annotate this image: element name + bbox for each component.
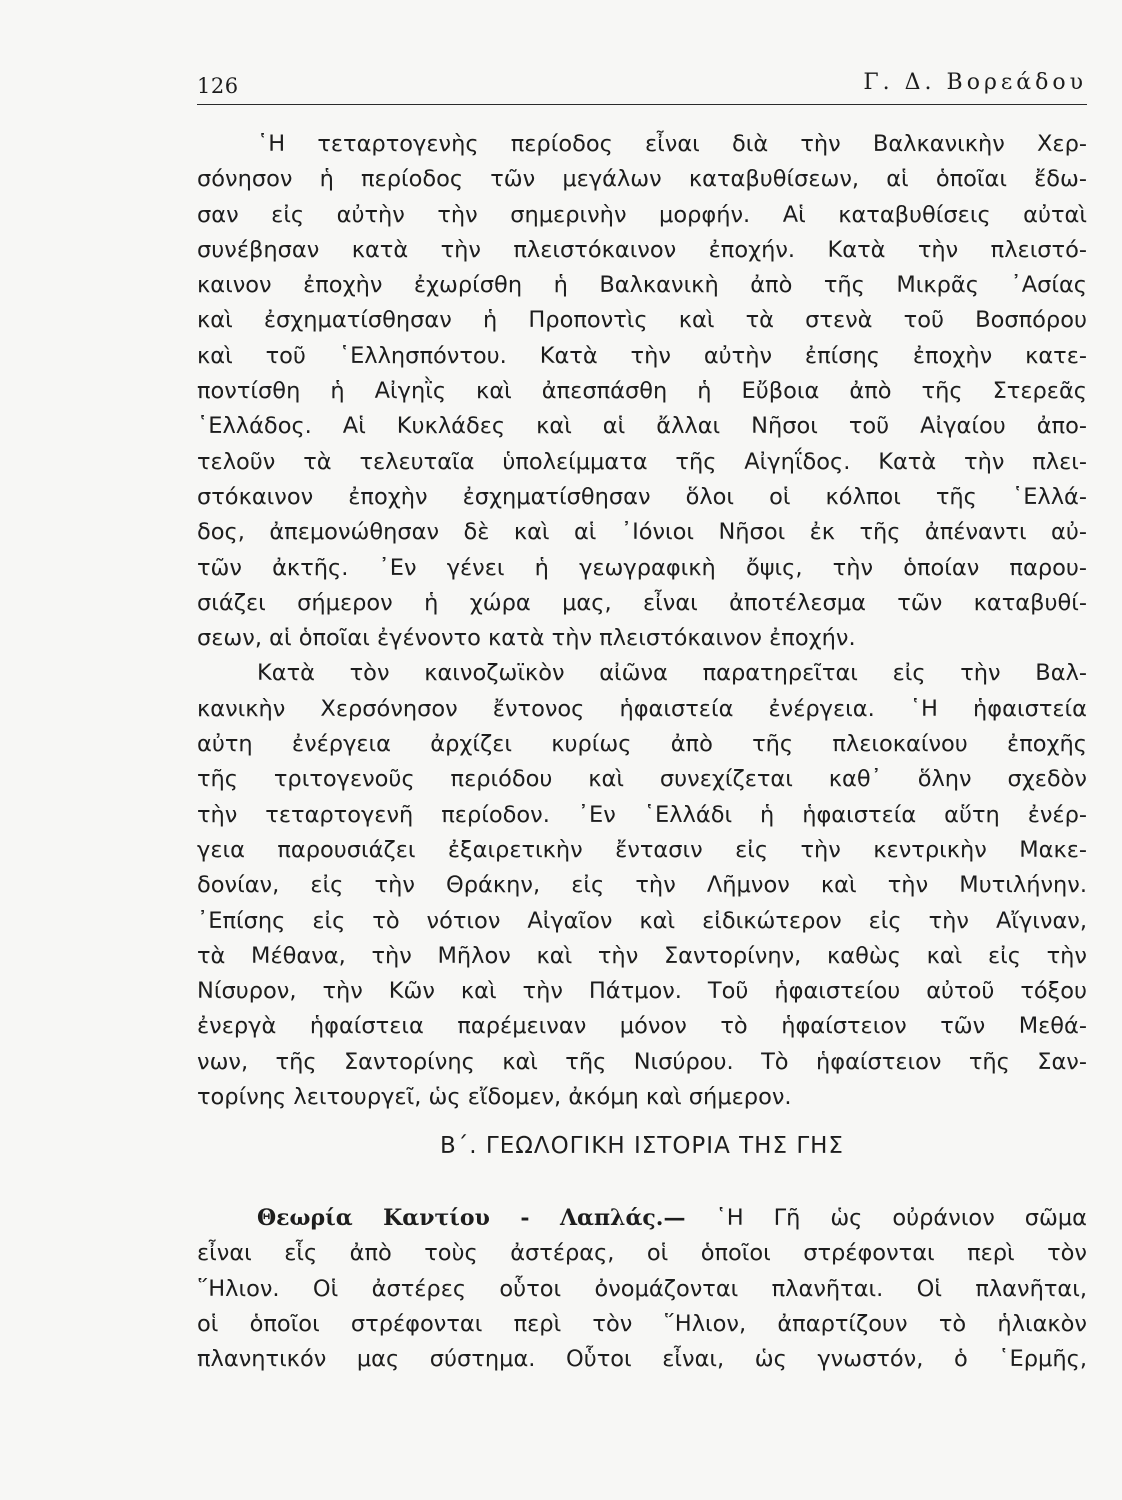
text-line: σεων, αἱ ὁποῖαι ἐγένοντο κατὰ τὴν πλειστόκαινον ἐποχήν. <box>197 625 856 652</box>
text-line-with-run-in <box>197 1201 1087 1236</box>
text-line: συνέβησαν κατὰ τὴν πλειστόκαινον ἐποχήν. Κατὰ τὴν πλειστό- <box>197 236 1087 263</box>
running-head-author: Γ. Δ. Βορεάδου <box>863 70 1087 95</box>
text-line: γεια παρουσιάζει ἐξαιρετικὴν ἔντασιν εἰς τὴν κεντρικὴν Μακε- <box>197 836 1087 863</box>
text-line: σαν εἰς αὐτὴν τὴν σημερινὴν μορφήν. Αἱ καταβυθίσεις αὐταὶ <box>197 201 1087 228</box>
page-header <box>197 68 1087 104</box>
section-heading: Β΄. ΓΕΩΛΟΓΙΚΗ ΙΣΤΟΡΙΑ ΤΗΣ ΓΗΣ <box>440 1133 844 1159</box>
text-line: ποντίσθη ἡ Αἰγηῒς καὶ ἀπεσπάσθη ἡ Εὔβοια ἀπὸ τῆς Στερεᾶς <box>197 378 1087 405</box>
text-line: τὰ Μέθανα, τὴν Μῆλον καὶ τὴν Σαντορίνην, καθὼς καὶ εἰς τὴν <box>197 942 1087 969</box>
text-line: ᾿Επίσης εἰς τὸ νότιον Αἰγαῖον καὶ εἰδικώτερον εἰς τὴν Αἴγιναν, <box>197 907 1087 934</box>
text-line: ἐνεργὰ ἡφαίστεια παρέμειναν μόνον τὸ ἡφαίστειον τῶν Μεθά- <box>197 1013 1087 1040</box>
text-line: ῾Η τεταρτογενὴς περίοδος εἶναι διὰ τὴν Βαλκανικὴν Χερ- <box>257 131 1087 157</box>
text-line: οἱ ὁποῖοι στρέφονται περὶ τὸν ῞Ηλιον, ἀπαρτίζουν τὸ ἡλιακὸν <box>197 1310 1087 1337</box>
body-text-section-1 <box>197 127 1087 1115</box>
text-line: νων, τῆς Σαντορίνης καὶ τῆς Νισύρου. Τὸ ἡφαίστειον τῆς Σαν- <box>197 1048 1087 1075</box>
text-line: πλανητικόν μας σύστημα. Οὗτοι εἶναι, ὡς γνωστόν, ὁ ῾Ερμῆς, <box>197 1346 1087 1373</box>
text-line: τορίνης λειτουργεῖ, ὡς εἴδομεν, ἀκόμη καὶ σήμερον. <box>197 1084 792 1111</box>
text-line: στόκαινον ἐποχὴν ἐσχηματίσθησαν ὅλοι οἱ κόλποι τῆς ῾Ελλά- <box>197 483 1087 510</box>
text-line: αὐτη ἐνέργεια ἀρχίζει κυρίως ἀπὸ τῆς πλειοκαίνου ἐποχῆς <box>197 731 1087 758</box>
text-line: τῆς τριτογενοῦς περιόδου καὶ συνεχίζεται καθ᾿ ὅλην σχεδὸν <box>197 766 1087 793</box>
text-line: καὶ τοῦ ῾Ελλησπόντου. Κατὰ τὴν αὐτὴν ἐπίσης ἐποχὴν κατε- <box>197 342 1087 369</box>
text-line: ῞Ηλιον. Οἱ ἀστέρες οὗτοι ὀνομάζονται πλανῆται. Οἱ πλανῆται, <box>197 1275 1087 1302</box>
run-in-heading: Θεωρία Καντίου - Λαπλάς.— <box>257 1205 686 1231</box>
text-line: Κατὰ τὸν καινοζωϊκὸν αἰῶνα παρατηρεῖται εἰς τὴν Βαλ- <box>257 660 1087 687</box>
text-line: σόνησον ἡ περίοδος τῶν μεγάλων καταβυθίσεων, αἱ ὁποῖαι ἔδω- <box>197 166 1087 193</box>
text-line: τὴν τεταρτογενῆ περίοδον. ᾿Εν ῾Ελλάδι ἡ ἡφαιστεία αὕτη ἐνέρ- <box>197 801 1087 828</box>
text-line: εἶναι εἷς ἀπὸ τοὺς ἀστέρας, οἱ ὁποῖοι στρέφονται περὶ τὸν <box>197 1240 1087 1267</box>
body-text-section-2 <box>197 1201 1087 1377</box>
text-line: τῶν ἀκτῆς. ᾿Εν γένει ἡ γεωγραφικὴ ὄψις, τὴν ὁποίαν παρου- <box>197 554 1087 581</box>
page-number: 126 <box>197 74 239 98</box>
text-line: καινον ἐποχὴν ἐχωρίσθη ἡ Βαλκανικὴ ἀπὸ τῆς Μικρᾶς ᾿Ασίας <box>197 272 1087 299</box>
header-rule <box>197 104 1087 105</box>
text-line: κανικὴν Χερσόνησον ἔντονος ἡφαιστεία ἐνέργεια. ῾Η ἡφαιστεία <box>197 695 1087 722</box>
text-line: Νίσυρον, τὴν Κῶν καὶ τὴν Πάτμον. Τοῦ ἡφαιστείου αὐτοῦ τόξου <box>197 978 1087 1005</box>
text-line: τελοῦν τὰ τελευταῖα ὑπολείμματα τῆς Αἰγηΐδος. Κατὰ τὴν πλει- <box>197 448 1087 475</box>
text-line: ῾Η Γῆ ὡς οὐράνιον σῶμα <box>715 1205 1087 1231</box>
text-line: ῾Ελλάδος. Αἱ Κυκλάδες καὶ αἱ ἄλλαι Νῆσοι τοῦ Αἰγαίου ἀπο- <box>197 413 1087 440</box>
text-line: σιάζει σήμερον ἡ χώρα μας, εἶναι ἀποτέλεσμα τῶν καταβυθί- <box>197 589 1087 616</box>
text-line: καὶ ἐσχηματίσθησαν ἡ Προποντὶς καὶ τὰ στενὰ τοῦ Βοσπόρου <box>197 307 1087 334</box>
text-line: δος, ἀπεμονώθησαν δὲ καὶ αἱ ᾿Ιόνιοι Νῆσοι ἐκ τῆς ἀπέναντι αὐ- <box>197 519 1087 546</box>
text-line: δονίαν, εἰς τὴν Θράκην, εἰς τὴν Λῆμνον καὶ τὴν Μυτιλήνην. <box>197 872 1087 899</box>
